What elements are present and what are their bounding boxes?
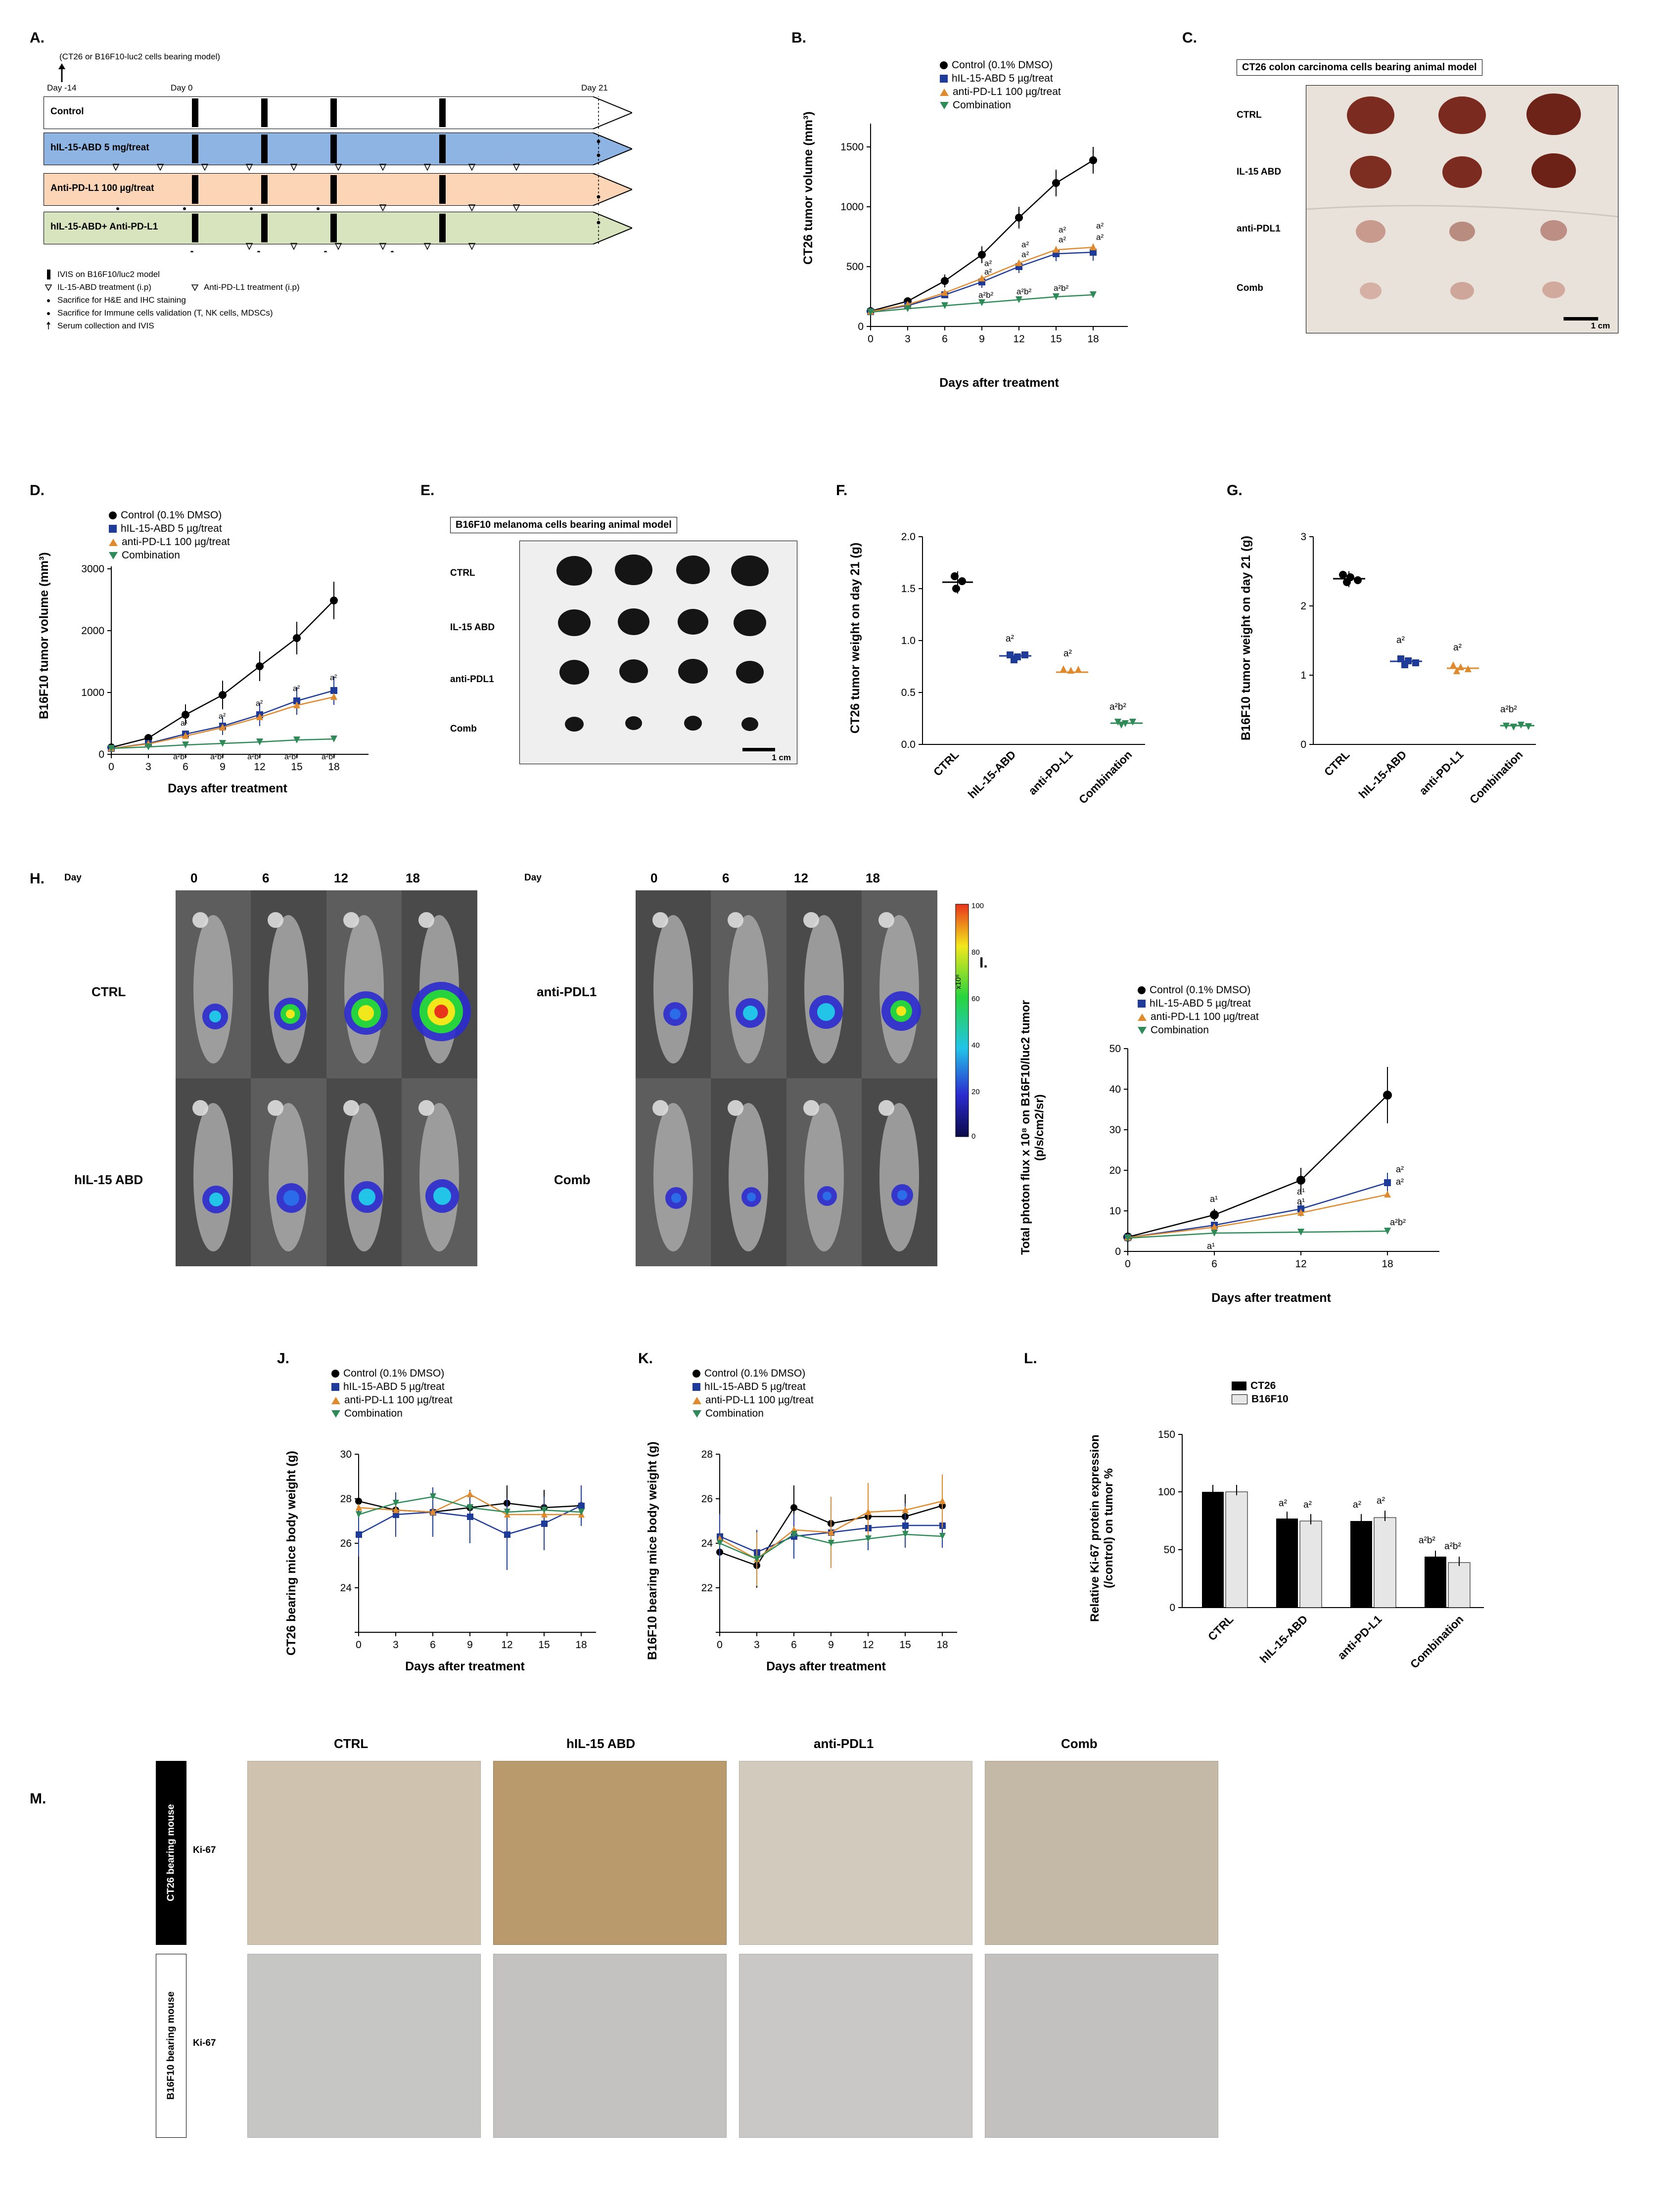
svg-text:30: 30 — [340, 1449, 352, 1460]
svg-text:a¹: a¹ — [181, 719, 188, 728]
svg-text:a²: a² — [1059, 235, 1066, 244]
legend-serum: Serum collection and IVIS — [57, 321, 154, 330]
panel-a-legend — [45, 270, 300, 331]
panel-h-right-row-comb: Comb — [554, 1172, 591, 1187]
svg-text:a²: a² — [219, 712, 226, 721]
svg-text:6: 6 — [183, 761, 188, 773]
svg-text:a²: a² — [1396, 635, 1405, 645]
panel-h-left-day-12: 12 — [334, 871, 348, 885]
panel-l-ylabel: Relative Ki-67 protein expression (/control) on tumor % — [1088, 1434, 1115, 1622]
legend-label-pdl1: anti-PD-L1 100 µg/treat — [953, 86, 1061, 97]
panel-h-left-day-18: 18 — [406, 871, 420, 885]
panel-i-letter: I. — [979, 955, 988, 971]
svg-text:3: 3 — [1300, 531, 1306, 543]
panel-l-letter: L. — [1024, 1350, 1037, 1367]
svg-text:1.0: 1.0 — [901, 635, 916, 646]
svg-text:a¹: a¹ — [1210, 1194, 1218, 1204]
panel-j-ylabel: CT26 bearing mice body weight (g) — [284, 1451, 298, 1656]
panel-e-scale: 1 cm — [772, 753, 791, 762]
panel-e-caption: B16F10 melanoma cells bearing animal model — [450, 517, 677, 533]
panel-m-row1-label: CT26 bearing mouse — [156, 1761, 186, 1945]
panel-h-left-ivis-image — [176, 890, 477, 1266]
legend-label-control: Control (0.1% DMSO) — [343, 1368, 445, 1379]
svg-text:a¹: a¹ — [1297, 1197, 1305, 1206]
svg-text:9: 9 — [828, 1639, 834, 1651]
ihc-image-ct26-pdl1 — [739, 1761, 972, 1945]
svg-text:40: 40 — [971, 1041, 980, 1050]
svg-text:hIL-15-ABD: hIL-15-ABD — [965, 748, 1018, 801]
legend-label-comb: Combination — [122, 550, 180, 561]
legend-marker-comb — [692, 1410, 701, 1418]
legend-label-pdl1: anti-PD-L1 100 µg/treat — [344, 1394, 453, 1406]
svg-text:28: 28 — [340, 1493, 352, 1505]
panel-a-letter: A. — [30, 30, 45, 46]
timeline-antipdl1 — [44, 173, 632, 206]
svg-text:18: 18 — [1087, 333, 1099, 345]
svg-text:a²: a² — [1021, 240, 1029, 249]
panel-j — [277, 1350, 623, 1716]
svg-text:anti-PD-L1: anti-PD-L1 — [1025, 748, 1075, 797]
svg-text:a²: a² — [1353, 1500, 1361, 1510]
legend-label-control: Control (0.1% DMSO) — [1150, 984, 1251, 996]
legend-sacrifice-he: Sacrifice for H&E and IHC staining — [57, 295, 186, 305]
svg-text:hIL-15-ABD: hIL-15-ABD — [1257, 1613, 1310, 1666]
svg-text:anti-PD-L1: anti-PD-L1 — [1335, 1613, 1384, 1662]
ihc-image-ct26-ctrl — [247, 1761, 481, 1945]
svg-text:a¹: a¹ — [1207, 1241, 1215, 1251]
panel-d-ylabel: B16F10 tumor volume (mm³) — [37, 552, 51, 719]
panel-e-row-pdl1: anti-PDL1 — [450, 674, 494, 685]
panel-l — [1024, 1350, 1568, 1716]
svg-text:6: 6 — [430, 1639, 436, 1651]
panel-k-xlabel: Days after treatment — [766, 1659, 886, 1673]
svg-text:500: 500 — [846, 261, 864, 273]
svg-text:80: 80 — [971, 948, 980, 957]
svg-text:a²: a² — [1377, 1496, 1385, 1506]
svg-text:0: 0 — [1300, 739, 1306, 750]
legend-label-comb: Combination — [953, 99, 1011, 111]
svg-text:1000: 1000 — [81, 687, 104, 698]
ihc-image-b16-pdl1 — [739, 1954, 972, 2138]
svg-text:a²: a² — [984, 267, 992, 276]
panel-f — [836, 482, 1202, 838]
panel-d-plot — [57, 512, 393, 799]
panel-h-right-ivis-image — [636, 890, 937, 1266]
svg-text:a²: a² — [1279, 1498, 1287, 1509]
timeline-antipdl1-label: Anti-PD-L1 100 µg/treat — [50, 183, 154, 193]
panel-i-xlabel: Days after treatment — [1211, 1291, 1331, 1305]
panel-c-row-ctrl: CTRL — [1237, 110, 1262, 120]
day-21-label: Day 21 — [581, 83, 608, 92]
panel-c-caption: CT26 colon carcinoma cells bearing animal model — [1237, 59, 1482, 76]
svg-text:Combination: Combination — [1467, 748, 1525, 806]
svg-text:a²b¹: a²b¹ — [173, 753, 187, 761]
svg-text:a²b²: a²b² — [1390, 1217, 1406, 1227]
legend-label-il15: hIL-15-ABD 5 µg/treat — [704, 1381, 806, 1392]
legend-label-il15: hIL-15-ABD 5 µg/treat — [952, 73, 1053, 84]
svg-text:a²: a² — [1096, 221, 1104, 230]
svg-text:2: 2 — [1300, 600, 1306, 612]
legend-marker-control — [692, 1370, 700, 1378]
panel-g-letter: G. — [1227, 482, 1243, 499]
panel-e-row-il15: IL-15 ABD — [450, 622, 495, 633]
panel-a — [30, 30, 762, 430]
svg-text:a²: a² — [1006, 634, 1014, 644]
legend-ivis: IVIS on B16F10/luc2 model — [57, 270, 160, 279]
legend-label-ct26: CT26 — [1250, 1380, 1276, 1391]
panel-b-ylabel: CT26 tumor volume (mm³) — [801, 111, 815, 265]
legend-sacrifice-immune: Sacrifice for Immune cells validation (T, NK cells, MDSCs) — [57, 308, 273, 318]
svg-text:0: 0 — [356, 1639, 362, 1651]
panel-e — [420, 482, 816, 794]
panel-i-plot — [1044, 984, 1598, 1311]
svg-text:a²b²: a²b² — [284, 753, 299, 761]
panel-m-row2-label: B16F10 bearing mouse — [156, 1954, 186, 2138]
panel-c-letter: C. — [1182, 30, 1197, 46]
panel-h-right-day-0: 0 — [650, 871, 658, 885]
svg-text:a²: a² — [1059, 225, 1066, 234]
panel-k-legend — [692, 1368, 814, 1421]
dot-icon-2 — [45, 309, 52, 317]
panel-d-xlabel: Days after treatment — [168, 782, 287, 795]
panel-i — [979, 955, 1642, 1331]
svg-text:a²b²: a²b² — [210, 753, 225, 761]
panel-d — [30, 482, 406, 829]
svg-text:26: 26 — [701, 1493, 713, 1505]
svg-text:15: 15 — [291, 761, 303, 773]
svg-text:60: 60 — [971, 995, 980, 1003]
svg-text:24: 24 — [340, 1582, 352, 1594]
svg-text:a²b²: a²b² — [978, 290, 994, 300]
legend-label-il15: hIL-15-ABD 5 µg/treat — [1150, 998, 1251, 1009]
dot-icon — [45, 296, 52, 304]
svg-text:18: 18 — [936, 1639, 948, 1651]
triangle-icon-2 — [191, 283, 199, 291]
svg-text:0: 0 — [868, 333, 874, 345]
svg-text:a²: a² — [984, 259, 992, 268]
legend-pdl1-treat: Anti-PD-L1 treatment (i.p) — [204, 282, 300, 292]
day-0-label: Day 0 — [171, 83, 193, 92]
legend-marker-control — [940, 61, 948, 69]
svg-text:x10⁶: x10⁶ — [954, 974, 963, 989]
legend-label-pdl1: anti-PD-L1 100 µg/treat — [1151, 1011, 1259, 1022]
svg-text:0: 0 — [108, 761, 114, 773]
svg-text:3: 3 — [905, 333, 911, 345]
svg-text:0: 0 — [971, 1132, 976, 1141]
legend-label-control: Control (0.1% DMSO) — [952, 59, 1053, 71]
panel-h-left-row-ctrl: CTRL — [92, 984, 126, 999]
svg-text:6: 6 — [791, 1639, 797, 1651]
panel-h — [30, 871, 999, 1316]
panel-c-row-comb: Comb — [1237, 283, 1263, 293]
panel-e-letter: E. — [420, 482, 435, 499]
panel-m-letter: M. — [30, 1791, 46, 1807]
svg-text:18: 18 — [328, 761, 340, 773]
svg-text:20: 20 — [971, 1088, 980, 1096]
svg-text:CTRL: CTRL — [930, 748, 962, 779]
panel-b-letter: B. — [791, 30, 806, 46]
svg-text:CTRL: CTRL — [1321, 748, 1352, 779]
svg-text:a²b²: a²b² — [247, 753, 262, 761]
svg-text:3000: 3000 — [81, 563, 104, 575]
panel-d-letter: D. — [30, 482, 45, 499]
svg-text:hIL-15-ABD: hIL-15-ABD — [1356, 748, 1409, 801]
panel-a-model-note: (CT26 or B16F10-luc2 cells bearing model) — [59, 52, 221, 61]
panel-i-ylabel: Total photon flux x 10⁸ on B16F10/luc2 tumor (p/s/cm2/sr) — [1019, 1000, 1046, 1255]
legend-marker-comb — [331, 1410, 340, 1418]
panel-c-row-il15: IL-15 ABD — [1237, 167, 1282, 177]
comb-sacrifice-markers — [108, 205, 602, 213]
svg-text:30: 30 — [1109, 1124, 1121, 1136]
ihc-image-b16-ctrl — [247, 1954, 481, 2138]
legend-marker-il15 — [692, 1383, 700, 1391]
svg-text:24: 24 — [701, 1538, 713, 1549]
legend-label-control: Control (0.1% DMSO) — [704, 1368, 806, 1379]
panel-m-row2-stain: Ki-67 — [193, 2038, 216, 2048]
panel-b — [791, 30, 1148, 420]
legend-label-control: Control (0.1% DMSO) — [121, 509, 222, 521]
svg-text:a²: a² — [1303, 1500, 1312, 1510]
timeline-hil15abd-label: hIL-15-ABD 5 mg/treat — [50, 142, 149, 153]
svg-text:a²b²: a²b² — [322, 753, 336, 761]
svg-text:a²: a² — [1063, 648, 1072, 659]
timeline-control — [44, 96, 632, 129]
svg-text:0: 0 — [717, 1639, 723, 1651]
svg-text:20: 20 — [1109, 1165, 1121, 1176]
panel-m-col-ctrl: CTRL — [334, 1736, 369, 1751]
panel-e-row-comb: Comb — [450, 724, 477, 734]
svg-text:a²: a² — [1096, 232, 1104, 242]
panel-f-letter: F. — [836, 482, 848, 499]
svg-text:2000: 2000 — [81, 625, 104, 637]
panel-h-letter: H. — [30, 871, 45, 887]
panel-e-photo — [519, 541, 797, 764]
svg-text:50: 50 — [1163, 1544, 1175, 1556]
svg-text:10: 10 — [1109, 1205, 1121, 1217]
panel-h-left-day-0: 0 — [190, 871, 198, 885]
svg-text:12: 12 — [254, 761, 266, 773]
svg-text:40: 40 — [1109, 1084, 1121, 1095]
panel-h-left-day-6: 6 — [262, 871, 270, 885]
panel-g — [1227, 482, 1593, 838]
svg-text:a²b²: a²b² — [1054, 283, 1069, 293]
svg-text:15: 15 — [899, 1639, 911, 1651]
panel-c-photo — [1306, 85, 1618, 333]
svg-text:12: 12 — [1013, 333, 1025, 345]
legend-marker-control — [331, 1370, 339, 1378]
panel-h-right-day-12: 12 — [794, 871, 808, 885]
panel-h-right-row-pdl1: anti-PDL1 — [537, 984, 597, 999]
panel-h-left-day-label: Day — [64, 873, 82, 883]
svg-text:anti-PD-L1: anti-PD-L1 — [1416, 748, 1466, 797]
svg-text:9: 9 — [220, 761, 226, 773]
svg-text:150: 150 — [1157, 1429, 1175, 1440]
svg-text:9: 9 — [979, 333, 985, 345]
svg-text:15: 15 — [1050, 333, 1062, 345]
svg-text:a²: a² — [256, 699, 263, 708]
legend-label-pdl1: anti-PD-L1 100 µg/treat — [122, 536, 230, 548]
svg-text:a²b²: a²b² — [1109, 702, 1126, 712]
svg-text:0: 0 — [98, 749, 104, 760]
panel-b-plot — [821, 69, 1148, 366]
svg-text:50: 50 — [1109, 1043, 1121, 1055]
panel-h-right-day-6: 6 — [722, 871, 730, 885]
svg-text:a²b²: a²b² — [1016, 287, 1032, 296]
legend-marker-il15 — [331, 1383, 339, 1391]
svg-text:a¹: a¹ — [1297, 1187, 1305, 1197]
svg-text:a²: a² — [1021, 250, 1029, 259]
panel-k-ylabel: B16F10 bearing mice body weight (g) — [646, 1441, 659, 1660]
panel-m-col-pdl1: anti-PDL1 — [814, 1736, 874, 1751]
svg-text:12: 12 — [501, 1639, 513, 1651]
panel-h-right-day-label: Day — [524, 873, 542, 883]
legend-label-comb: Combination — [344, 1408, 403, 1419]
svg-text:28: 28 — [701, 1449, 713, 1460]
svg-text:18: 18 — [575, 1639, 587, 1651]
svg-text:1.5: 1.5 — [901, 583, 916, 595]
legend-marker-pdl1 — [331, 1397, 340, 1404]
svg-text:6: 6 — [942, 333, 948, 345]
svg-text:3: 3 — [393, 1639, 399, 1651]
legend-label-b16f10: B16F10 — [1251, 1393, 1289, 1405]
svg-text:0: 0 — [1169, 1602, 1175, 1613]
panel-m-row1-images — [247, 1761, 1218, 1945]
legend-marker-pdl1 — [692, 1397, 701, 1404]
svg-text:Combination: Combination — [1076, 748, 1135, 806]
ihc-image-b16-il15 — [493, 1954, 727, 2138]
legend-label-il15: hIL-15-ABD 5 µg/treat — [343, 1381, 445, 1392]
panel-j-letter: J. — [277, 1350, 290, 1367]
svg-text:2.0: 2.0 — [901, 531, 916, 543]
svg-text:1000: 1000 — [840, 201, 864, 213]
svg-text:1500: 1500 — [840, 141, 864, 153]
svg-text:0.0: 0.0 — [901, 739, 916, 750]
panel-m-col-il15: hIL-15 ABD — [566, 1736, 636, 1751]
svg-text:0: 0 — [858, 321, 864, 332]
svg-text:15: 15 — [538, 1639, 550, 1651]
svg-text:a²b²: a²b² — [1419, 1535, 1435, 1546]
panel-c-row-pdl1: anti-PDL1 — [1237, 224, 1281, 234]
panel-e-row-ctrl: CTRL — [450, 568, 475, 578]
svg-text:22: 22 — [701, 1582, 713, 1594]
timeline-hil15abd — [44, 133, 632, 165]
svg-text:3: 3 — [754, 1639, 760, 1651]
svg-text:a²: a² — [293, 685, 300, 693]
svg-text:6: 6 — [1211, 1258, 1217, 1270]
panel-l-plot — [1118, 1380, 1613, 1706]
svg-text:100: 100 — [971, 902, 984, 910]
panel-h-right-day-18: 18 — [866, 871, 880, 885]
svg-text:a²: a² — [1396, 1164, 1404, 1174]
panel-k — [638, 1350, 984, 1716]
panel-g-ylabel: B16F10 tumor weight on day 21 (g) — [1239, 536, 1253, 740]
panel-c-scale: 1 cm — [1591, 321, 1610, 330]
ihc-image-ct26-il15 — [493, 1761, 727, 1945]
svg-text:a²: a² — [1453, 643, 1462, 653]
svg-text:1: 1 — [1300, 670, 1306, 681]
ivis-bar-icon — [45, 270, 52, 279]
panel-b-xlabel: Days after treatment — [939, 376, 1059, 390]
legend-label-comb: Combination — [705, 1408, 764, 1419]
ihc-image-ct26-comb — [985, 1761, 1218, 1945]
panel-f-plot — [868, 502, 1185, 848]
comb-dose-markers — [113, 242, 607, 252]
legend-label-il15: hIL-15-ABD 5 µg/treat — [121, 523, 222, 534]
svg-text:0.5: 0.5 — [901, 687, 916, 698]
svg-text:26: 26 — [340, 1538, 352, 1549]
legend-il15-treat: IL-15-ABD treatment (i.p) — [57, 282, 151, 292]
panel-m-row1-stain: Ki-67 — [193, 1845, 216, 1855]
panel-j-xlabel: Days after treatment — [405, 1659, 525, 1673]
up-arrow-icon — [45, 322, 52, 330]
panel-m — [30, 1721, 1632, 2196]
svg-text:0: 0 — [1125, 1258, 1131, 1270]
timeline-combination-label: hIL-15-ABD+ Anti-PD-L1 — [50, 222, 158, 232]
timeline-combination — [44, 212, 632, 244]
svg-text:a²: a² — [1396, 1177, 1404, 1187]
day-minus14-label: Day -14 — [47, 83, 77, 92]
panel-j-legend — [331, 1368, 453, 1421]
panel-g-plot — [1259, 502, 1575, 848]
legend-label-pdl1: anti-PD-L1 100 µg/treat — [705, 1394, 814, 1406]
il15-dose-markers — [113, 163, 607, 173]
panel-m-col-comb: Comb — [1061, 1736, 1098, 1751]
svg-text:Combination: Combination — [1407, 1613, 1466, 1671]
panel-m-row2-images — [247, 1954, 1218, 2138]
svg-text:12: 12 — [1295, 1258, 1307, 1270]
day-minus14-arrow-icon — [53, 63, 70, 83]
panel-c — [1182, 30, 1632, 351]
timeline-control-label: Control — [50, 106, 84, 117]
svg-text:3: 3 — [145, 761, 151, 773]
legend-label-comb: Combination — [1151, 1024, 1209, 1036]
svg-text:9: 9 — [467, 1639, 473, 1651]
panel-k-letter: K. — [638, 1350, 653, 1367]
panel-f-ylabel: CT26 tumor weight on day 21 (g) — [848, 542, 862, 734]
svg-text:18: 18 — [1382, 1258, 1393, 1270]
triangle-icon — [45, 283, 52, 291]
panel-h-left-row-il15: hIL-15 ABD — [74, 1172, 143, 1187]
svg-text:12: 12 — [862, 1639, 874, 1651]
svg-text:CTRL: CTRL — [1205, 1613, 1236, 1643]
svg-text:0: 0 — [1115, 1246, 1121, 1257]
svg-text:a²b²: a²b² — [1500, 704, 1517, 715]
svg-text:100: 100 — [1157, 1486, 1175, 1498]
svg-text:a²: a² — [330, 674, 337, 682]
svg-text:a²b²: a²b² — [1444, 1541, 1461, 1552]
ihc-image-b16-comb — [985, 1954, 1218, 2138]
